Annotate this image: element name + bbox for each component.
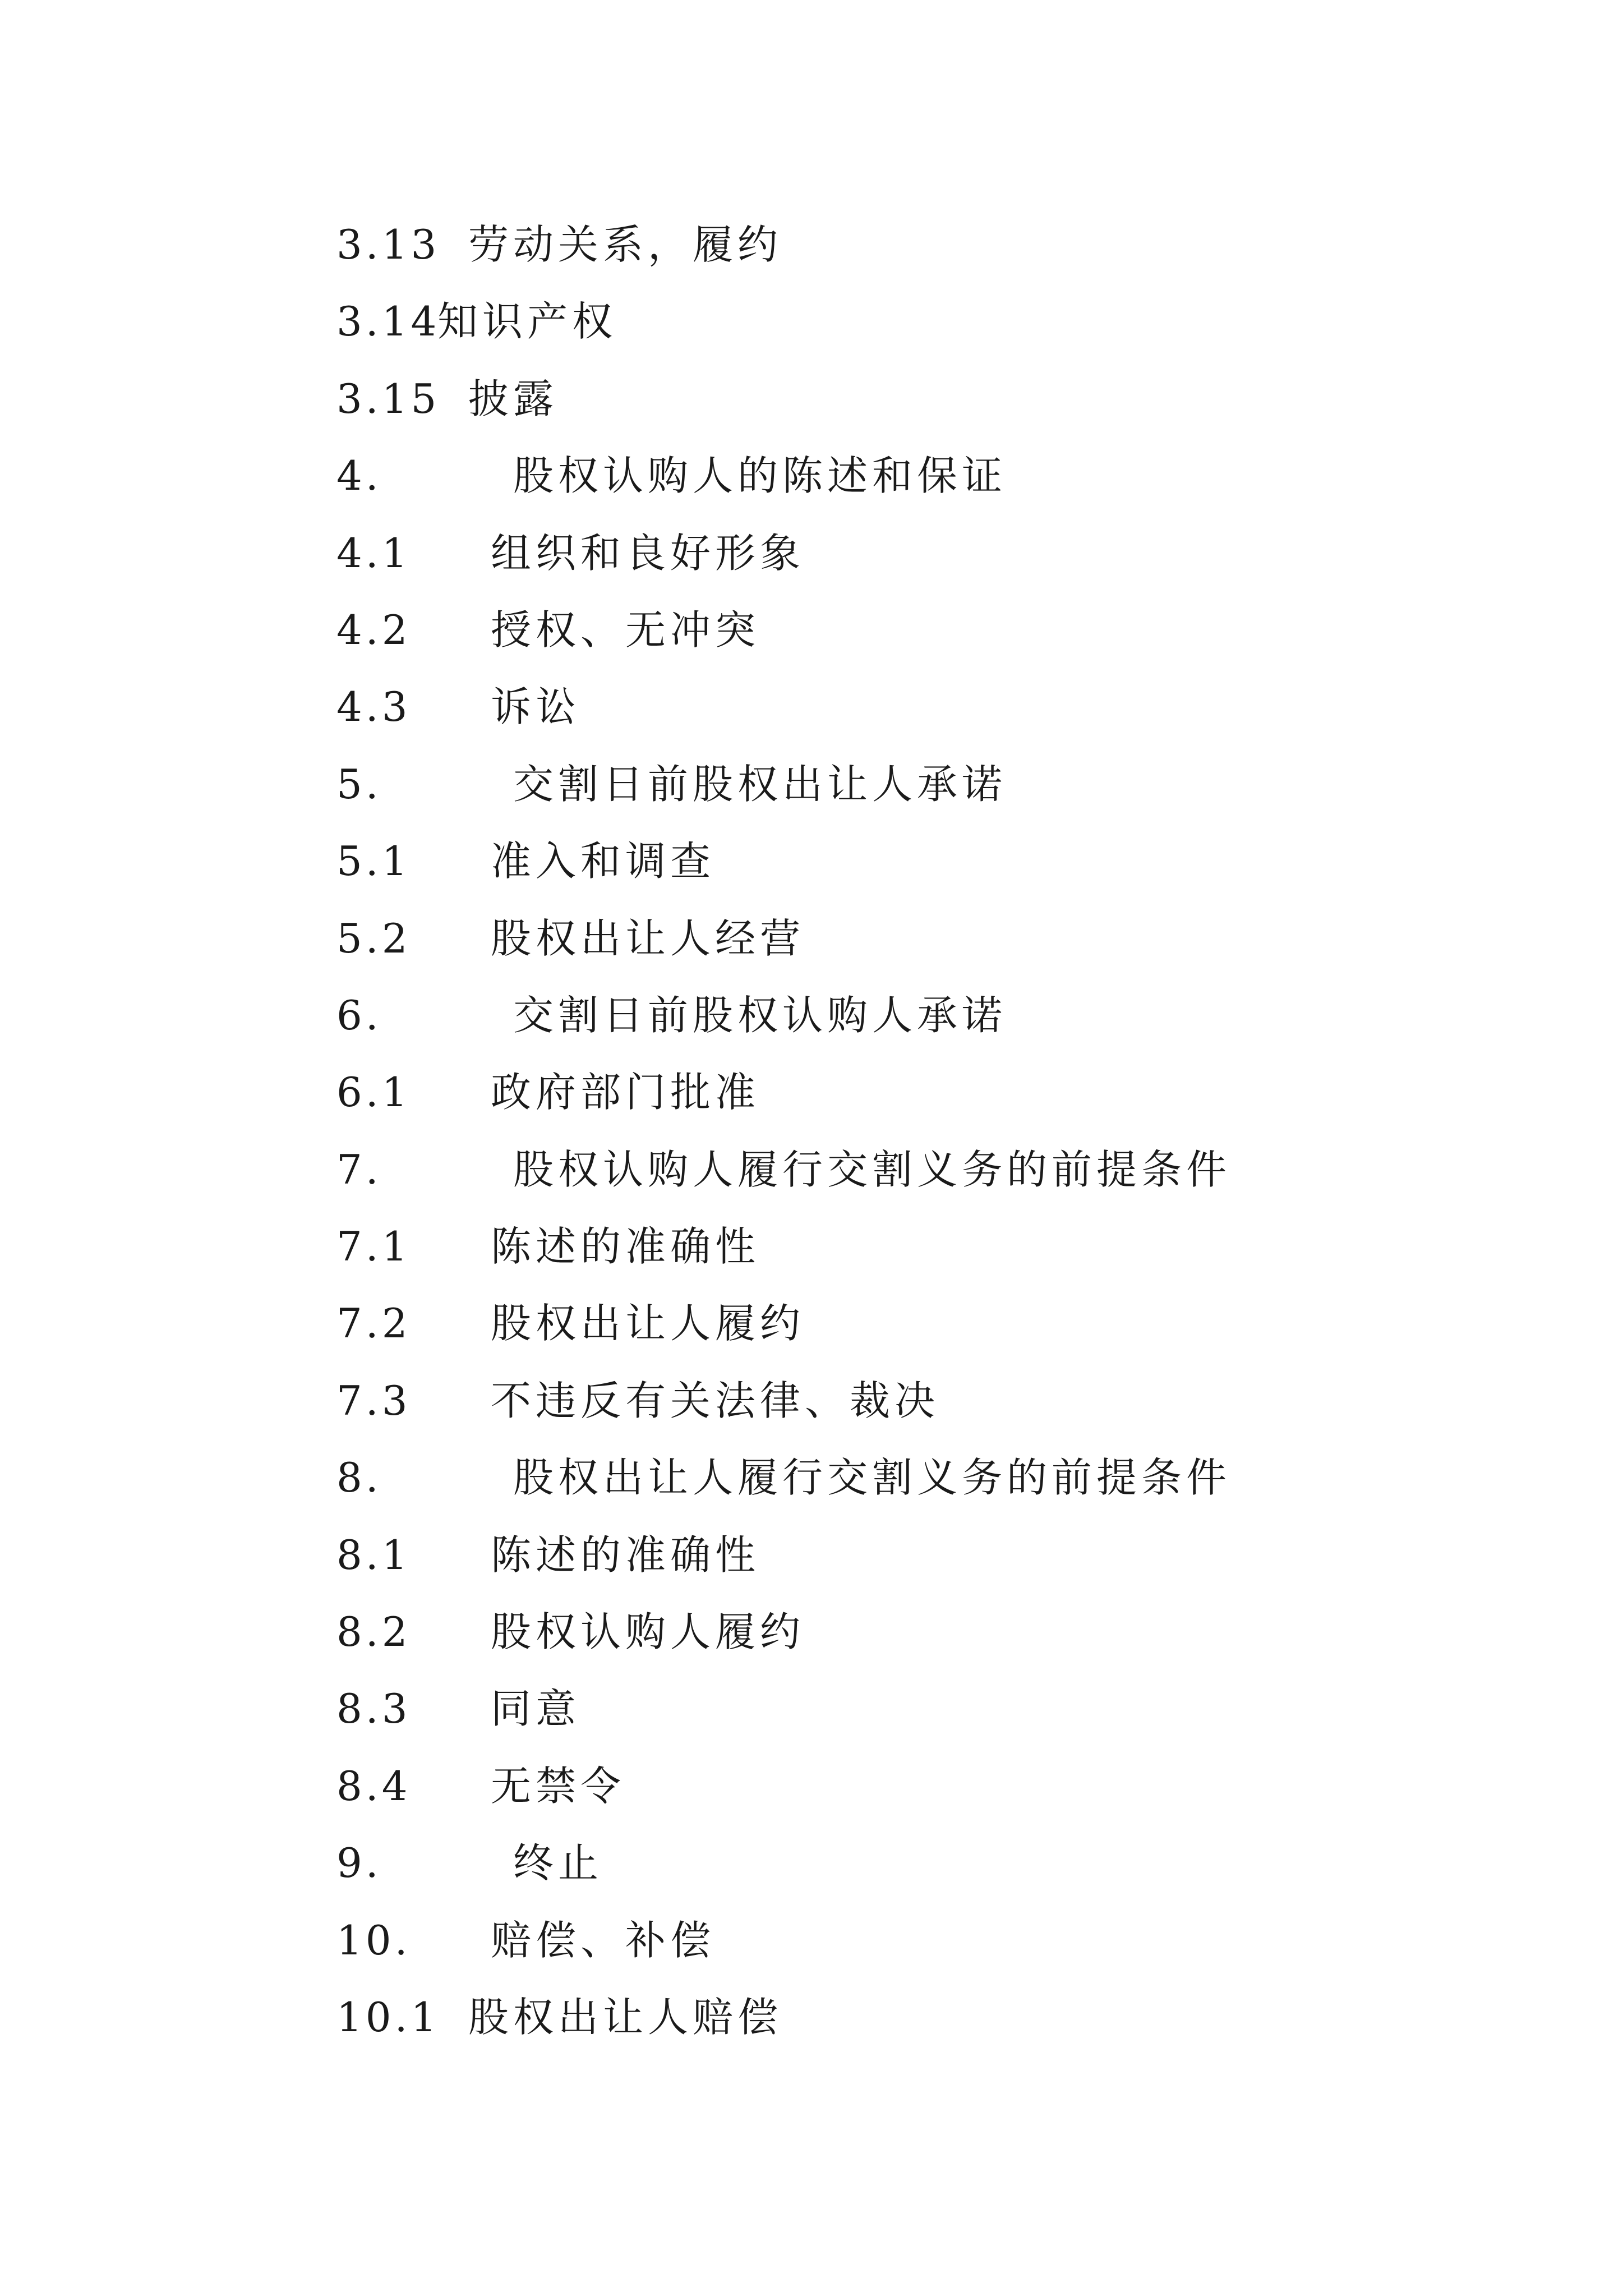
toc-entry-number: 4. (336, 452, 382, 500)
table-of-contents (336, 206, 1514, 2056)
toc-entry-title: 赔偿、补偿 (491, 1916, 716, 1964)
toc-entry (336, 1517, 1514, 1594)
toc-entry-title: 准入和调查 (491, 838, 716, 885)
toc-entry-title: 股权认购人履约 (491, 1608, 805, 1656)
toc-entry-number: 6.1 (336, 1069, 411, 1116)
toc-entry-number: 5. (336, 760, 382, 808)
toc-entry-title: 股权认购人履行交割义务的前提条件 (513, 1145, 1232, 1193)
toc-entry (336, 206, 1514, 283)
toc-entry-number: 7.3 (336, 1377, 411, 1424)
toc-entry-title: 同意 (491, 1685, 581, 1733)
toc-entry-number: 8.4 (336, 1762, 411, 1810)
toc-entry (336, 1902, 1514, 1979)
toc-entry (336, 1054, 1514, 1131)
toc-entry-number: 4.1 (336, 529, 411, 577)
toc-entry (336, 1671, 1514, 1747)
toc-entry-title: 劳动关系，履约 (468, 221, 783, 268)
toc-entry-title: 组织和良好形象 (491, 529, 805, 577)
toc-entry-number: 6. (336, 991, 382, 1039)
toc-entry-title: 股权出让人履行交割义务的前提条件 (513, 1454, 1232, 1502)
toc-entry-title: 终止 (513, 1839, 603, 1887)
toc-entry-number: 10.1 (336, 1993, 440, 2041)
toc-entry-number: 4.2 (336, 606, 411, 654)
toc-entry-number: 8.1 (336, 1531, 411, 1579)
toc-entry (336, 823, 1514, 900)
toc-entry (336, 1748, 1514, 1825)
toc-entry-title: 诉讼 (491, 683, 581, 731)
toc-entry (336, 1208, 1514, 1285)
toc-entry (336, 746, 1514, 823)
toc-entry-title: 无禁令 (491, 1762, 626, 1810)
toc-entry-number: 7. (336, 1145, 382, 1193)
toc-entry-title: 知识产权 (437, 298, 617, 346)
toc-entry-title: 股权出让人履约 (491, 1300, 805, 1347)
toc-entry-title: 交割日前股权认购人承诺 (513, 991, 1007, 1039)
toc-entry-number: 9. (336, 1839, 382, 1887)
toc-entry (336, 1594, 1514, 1671)
toc-entry-number: 8.3 (336, 1685, 411, 1733)
toc-entry-number: 7.1 (336, 1223, 411, 1271)
toc-entry-number: 3.14 (336, 298, 440, 346)
toc-entry-number: 5.2 (336, 914, 411, 962)
toc-entry (336, 1825, 1514, 1902)
toc-entry (336, 283, 1514, 360)
toc-entry-title: 股权出让人赔偿 (468, 1993, 783, 2041)
toc-entry (336, 900, 1514, 977)
toc-entry-title: 授权、无冲突 (491, 606, 760, 654)
toc-entry (336, 1363, 1514, 1439)
toc-entry-number: 8.2 (336, 1608, 411, 1656)
toc-entry (336, 977, 1514, 1054)
toc-entry-title: 政府部门批准 (491, 1069, 760, 1116)
toc-entry-number: 3.15 (336, 375, 440, 422)
toc-entry-number: 3.13 (336, 221, 440, 268)
toc-entry (336, 1439, 1514, 1516)
toc-entry (336, 669, 1514, 746)
toc-entry-title: 陈述的准确性 (491, 1223, 760, 1271)
toc-entry (336, 438, 1514, 514)
toc-entry-number: 7.2 (336, 1300, 411, 1347)
toc-entry (336, 515, 1514, 592)
toc-entry-title: 股权认购人的陈述和保证 (513, 452, 1007, 500)
toc-entry (336, 1979, 1514, 2056)
toc-entry (336, 1285, 1514, 1362)
toc-entry-title: 交割日前股权出让人承诺 (513, 760, 1007, 808)
toc-entry-number: 8. (336, 1454, 382, 1502)
toc-entry-title: 股权出让人经营 (491, 914, 805, 962)
toc-entry-title: 不违反有关法律、裁决 (491, 1377, 940, 1424)
toc-entry-title: 披露 (468, 375, 559, 422)
toc-entry-title: 陈述的准确性 (491, 1531, 760, 1579)
toc-entry-number: 4.3 (336, 683, 411, 731)
toc-entry (336, 361, 1514, 438)
toc-entry (336, 1131, 1514, 1208)
toc-entry-number: 10. (336, 1916, 411, 1964)
toc-entry-number: 5.1 (336, 838, 411, 885)
toc-entry (336, 592, 1514, 669)
